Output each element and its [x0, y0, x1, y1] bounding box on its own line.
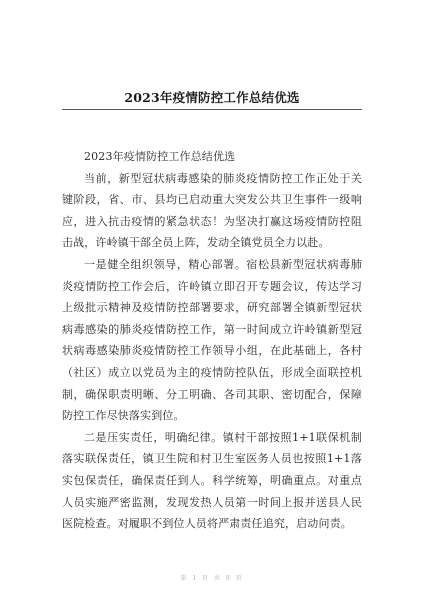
document-body — [62, 146, 362, 535]
paragraph-intro: 当前，新型冠状病毒感染的肺炎疫情防控工作正处于关键阶段，省、市、县均已启动重大突发公共卫生事件一级响应，进入抗击疫情的紧急状态！为坚决打赢这场疫情防控阻击战，许岭镇干部全员上阵，发动全镇党员全力以赴。 — [62, 171, 362, 250]
page-number: 第 1 页 共 9 页 — [180, 575, 244, 582]
paragraph-organization: 一是健全组织领导，精心部署。宿松县新型冠状病毒肺炎疫情防控工作会后，许岭镇立即召开专题会议，传达学习上级批示精神及疫情防控部署要求，研究部署全镇新型冠状病毒感染的肺炎疫情防控工作，第一时间成立许岭镇新型冠状病毒感染肺炎疫情防控工作领导小组，在此基础上，各村（社区）成立以党员为主的疫情防控队伍，形成全面联控机制，确保职责明晰、分工明确、各司其职、密切配合，保障防控工作尽快落实到位。 — [62, 257, 362, 423]
paragraph-responsibility: 二是压实责任，明确纪律。镇村干部按照1+1联保机制落实联保责任，镇卫生院和村卫生室医务人员也按照1+1落实包保责任，确保责任到人。科学统筹，明确重点。对重点人员实施严密监测，发现发热人员第一时间上报并送县人民医院检查。对履职不到位人员将严肃责任追究，启动问责。 — [62, 430, 362, 531]
page-title: 2023年疫情防控工作总结优选 — [124, 90, 300, 105]
body-subtitle: 2023年疫情防控工作总结优选 — [84, 150, 236, 163]
title-divider — [62, 109, 362, 110]
